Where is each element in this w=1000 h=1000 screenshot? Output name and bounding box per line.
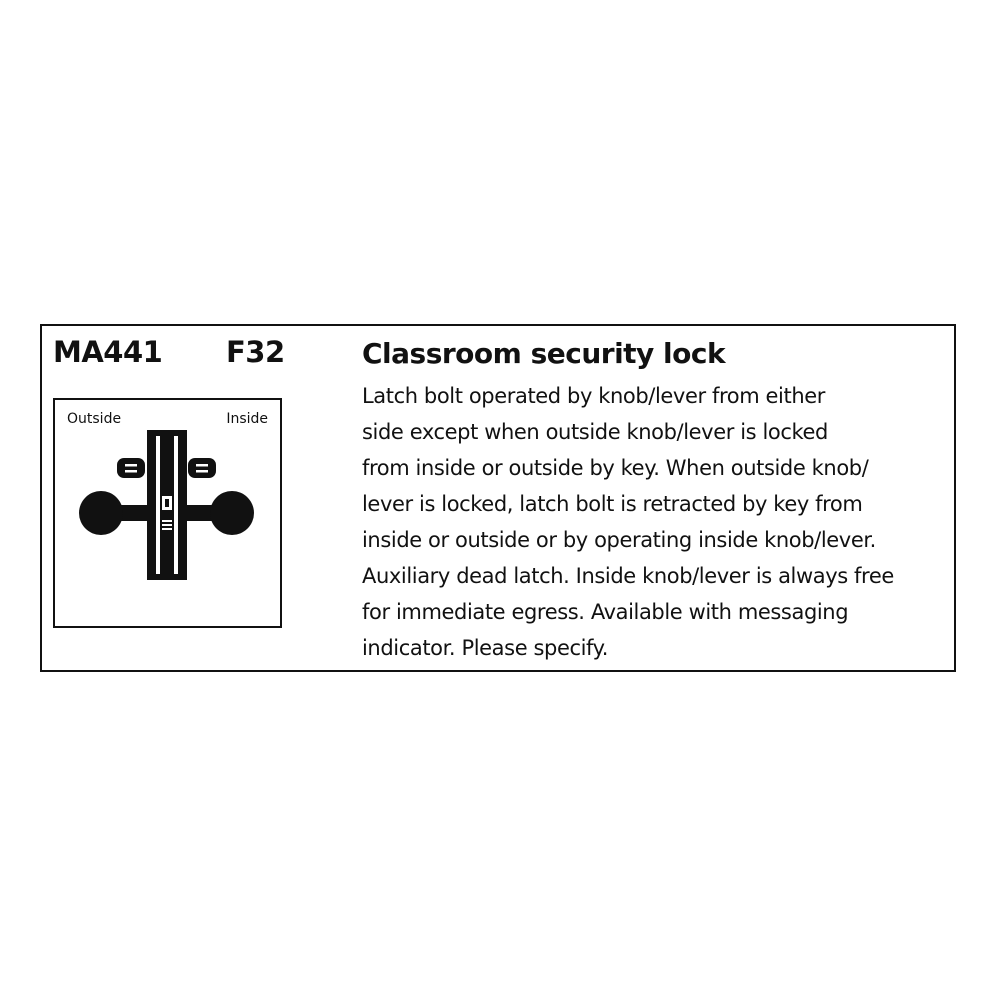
outside-knob-icon [79,491,157,535]
description-line: lever is locked, latch bolt is retracted by key from [362,492,863,516]
description-line: Auxiliary dead latch. Inside knob/lever is always free [362,564,894,588]
description-line: indicator. Please specify. [362,636,608,660]
description-line: inside or outside or by operating inside knob/lever. [362,528,876,552]
inside-key-cylinder-icon [188,458,216,478]
outside-label: Outside [67,411,122,427]
model-number: MA441 [53,335,163,369]
mortise-lock-icon [55,400,280,626]
mortise-case-icon [147,430,187,580]
inside-label: Inside [226,411,268,427]
lock-function-diagram [53,398,282,628]
function-code: F32 [226,335,285,369]
outside-key-cylinder-icon [117,458,145,478]
lock-spec-card [40,324,956,672]
lock-function-title: Classroom security lock [362,337,726,370]
description-line: for immediate egress. Available with messaging [362,600,849,624]
description-line: Latch bolt operated by knob/lever from either [362,384,825,408]
description-line: from inside or outside by key. When outside knob/ [362,456,869,480]
inside-knob-icon [176,491,254,535]
function-description [362,378,952,666]
description-line: side except when outside knob/lever is locked [362,420,828,444]
